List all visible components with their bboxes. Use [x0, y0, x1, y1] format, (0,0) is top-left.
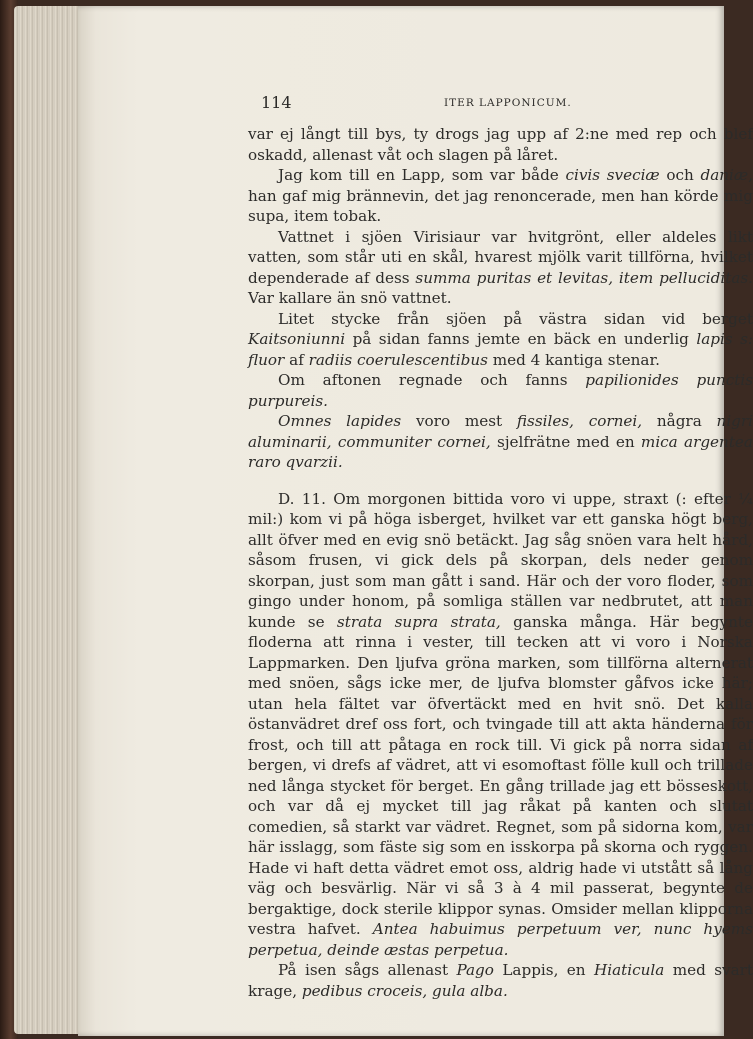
- italic-phrase: lapis s: fluor: [248, 330, 753, 369]
- text-run: Lappis, en: [493, 961, 594, 979]
- body-text: [248, 124, 753, 1001]
- page-edges: [14, 6, 86, 1034]
- italic-phrase: radiis coerulescentibus: [308, 350, 488, 369]
- paragraph-6: [248, 411, 753, 473]
- text-run: D. 11. Om morgonen bittida voro vi uppe, straxt (: efter ¼ mil:) kom vi på höga isberget, hvilket var ett ganska högt berg, allt öfver med en evig snö betäckt. Jag såg snöen vara helt hård, såsom frusen, vi gick dels på skorpan, dels neder genom skorpan, just som man gått i sand. Här och der voro floder, som gingo under honom, på somliga ställen var nedbrutet, att man kunde se: [248, 489, 753, 631]
- text-run: med 4 kantiga stenar.: [487, 350, 660, 369]
- paragraph-8: [248, 960, 753, 1001]
- text-run: voro mest: [401, 412, 517, 430]
- italic-phrase: Kaitsoniunni: [248, 330, 346, 348]
- text-run: På isen sågs allenast: [278, 961, 457, 979]
- italic-phrase: summa puritas et levitas, item pelluciditas.: [415, 268, 753, 287]
- page-header: [78, 93, 724, 115]
- italic-phrase: Pago: [456, 961, 494, 979]
- paragraph-1: [248, 124, 753, 165]
- text-run: Var kallare än snö vattnet.: [248, 289, 452, 307]
- text-run: Jag kom till en Lapp, som var både: [278, 166, 566, 184]
- italic-phrase: Antea habuimus perpetuum ver, nunc hyems perpetua, deinde æstas perpetua.: [248, 920, 753, 959]
- paragraph-4: [248, 309, 753, 371]
- paragraph-2: [248, 165, 753, 227]
- italic-phrase: nigri aluminarii, communiter cornei,: [248, 412, 753, 451]
- text-run: sjelfrätne med en: [490, 432, 641, 451]
- paragraph-7: [248, 489, 753, 961]
- italic-phrase: pedibus croceis, gula alba.: [301, 981, 508, 1000]
- text-run: , han gaf mig brännevin, det jag renoncerade, men han körde mig supa, item tobak.: [248, 166, 753, 225]
- page-number: 114: [261, 93, 292, 112]
- italic-phrase: civis sveciæ: [565, 166, 660, 184]
- book-page: [78, 6, 753, 1036]
- paragraph-3: [248, 227, 753, 309]
- text-run: med svart krage,: [248, 961, 753, 1000]
- text-run: var ej långt till bys, ty drogs jag upp af 2:ne med rep och blef oskadd, allenast våt och slagen på låret.: [248, 125, 753, 164]
- paragraph-5: [248, 370, 753, 411]
- italic-phrase: fissiles, cornei,: [516, 412, 643, 430]
- text-run: Vattnet i sjöen Virisiaur var hvitgrönt, eller aldeles likt vatten, som står uti en skål, hvarest mjölk varit tillförna, hvilket dependerade af dess: [248, 227, 753, 287]
- text-run: några: [642, 412, 717, 430]
- italic-phrase: mica argentea raro qvarzii.: [248, 432, 753, 471]
- text-run: på sidan fanns jemte en bäck en underlig: [345, 330, 697, 348]
- italic-phrase: daniæ: [700, 166, 749, 184]
- italic-phrase: Omnes lapides: [278, 412, 402, 430]
- italic-phrase: papilionides punctis purpureis.: [248, 371, 753, 410]
- running-head: ITER LAPPONICUM.: [444, 97, 572, 109]
- text-run: Litet stycke från sjöen på västra sidan vid berget: [278, 309, 753, 328]
- text-run: och: [659, 166, 701, 184]
- italic-phrase: Hiaticula: [593, 961, 665, 979]
- text-run: Om aftonen regnade och fanns: [278, 371, 586, 389]
- text-run: af: [284, 350, 309, 369]
- italic-phrase: strata supra strata,: [336, 612, 501, 631]
- text-run: ganska många. Här begynte floderna att rinna i vester, till tecken att vi voro i Norska Lappmarken. Den ljufva gröna marken, som tillförna alternerat med snöen, sågs icke mer, de ljufva blomster gåfvos icke här; utan hela fältet var öfvertäckt med en hvit snö. Det kalla östanvädret dref oss fort, och tvingade till att akta händerna för frost, och till att påtaga en rock till. Vi gick på norra sidan af bergen, vi drefs af vädret, att vi esomoftast fölle kull och trillade ned långa stycket för berget. En gång trillade jag ett bösseskott, och var då ej mycket till jag råkat på kanten och slutat comedien, så starkt var vädret. Regnet, som på sidorna kom, var här isslagg, som fäste sig som en isskorpa på skorna och ryggen. Hade vi haft detta vädret emot oss, aldrig hade vi utstått så lång väg och besvärlig. När vi så 3 à 4 mil passerat, begynte de bergaktige, dock sterile klippor synas. Omsider mellan klipporna vestra hafvet.: [248, 612, 753, 938]
